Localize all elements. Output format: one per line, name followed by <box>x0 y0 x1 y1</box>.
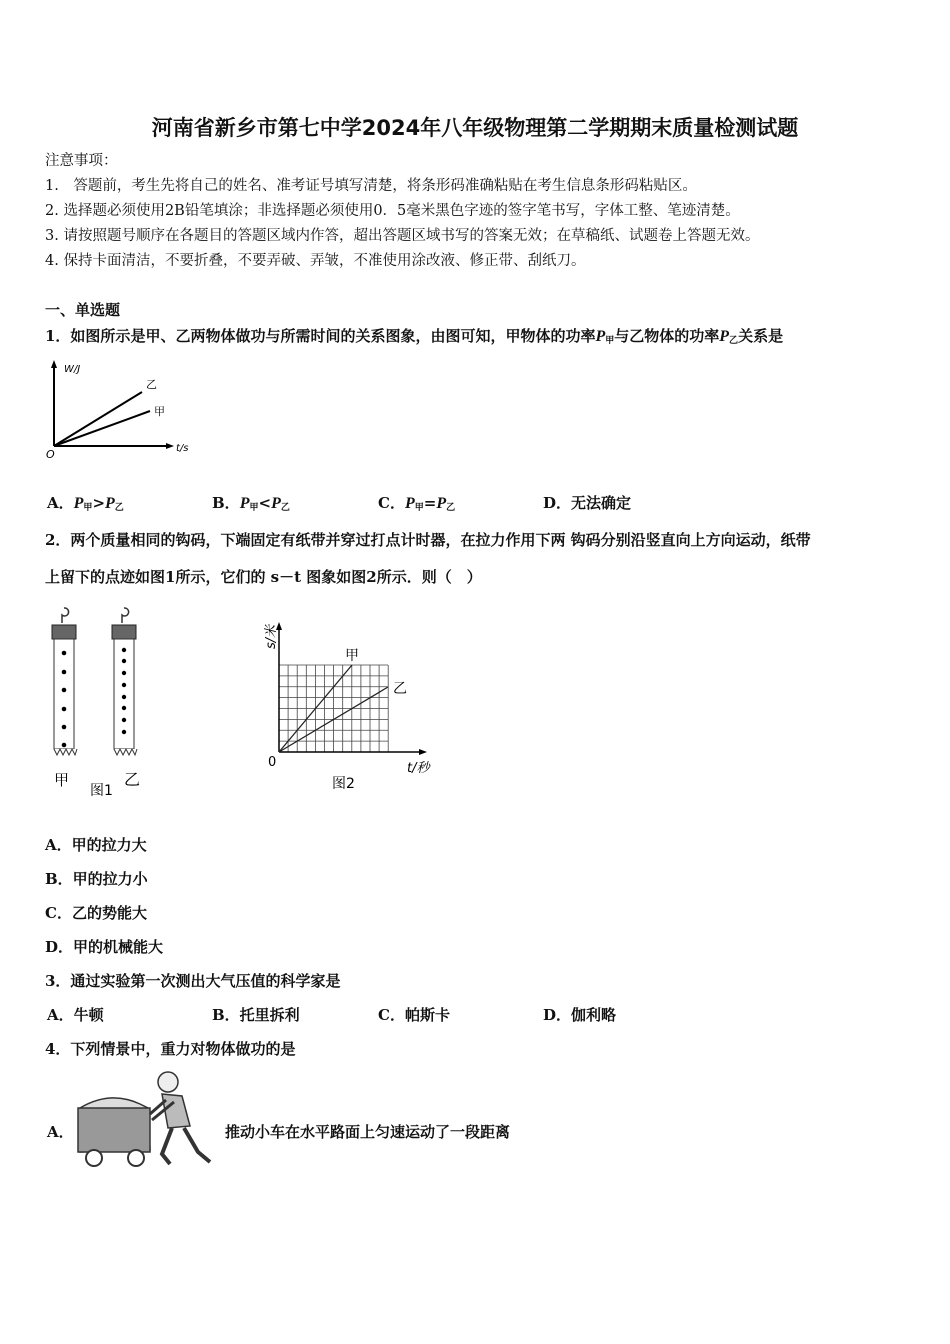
svg-text:乙: 乙 <box>393 681 407 697</box>
q2-option-c[interactable]: C．乙的势能大 <box>45 904 147 922</box>
svg-text:乙: 乙 <box>124 770 141 789</box>
q3-option-a[interactable]: A．牛顿 <box>47 1006 104 1024</box>
q1-option-b[interactable]: B．$P_甲<P_乙$ <box>212 494 290 513</box>
boy-pushing-cart-illustration <box>70 1068 225 1173</box>
q2-option-b[interactable]: B．甲的拉力小 <box>45 870 148 888</box>
svg-text:0: 0 <box>268 755 277 770</box>
q3-stem: 3．通过实验第一次测出大气压值的科学家是 <box>45 972 341 990</box>
svg-text:甲: 甲 <box>154 405 165 418</box>
q2-stem-line2: 上留下的点迹如图1所示，它们的 s－t 图象如图2所示．则（ ） <box>45 568 482 586</box>
note-item: 4. 保持卡面清洁，不要折叠，不要弄破、弄皱，不准使用涂改液、修正带、刮纸刀。 <box>45 253 586 269</box>
page-title: 河南省新乡市第七中学2024年八年级物理第二学期期末质量检测试题 <box>151 116 799 140</box>
note-item: 3. 请按照题号顺序在各题目的答题区域内作答，超出答题区域书写的答案无效；在草稿纸、试题卷上答题无效。 <box>45 228 760 244</box>
q3-option-d[interactable]: D．伽利略 <box>543 1006 617 1024</box>
q2-figure1-paper-tapes <box>40 605 170 800</box>
q3-option-b[interactable]: B．托里拆利 <box>212 1006 300 1024</box>
note-item: 2. 选择题必须使用2B铅笔填涂；非选择题必须使用0．5毫米黑色字迹的签字笔书写，字体工整、笔迹清楚。 <box>45 203 740 219</box>
svg-text:图2: 图2 <box>332 776 355 792</box>
q2-option-a[interactable]: A．甲的拉力大 <box>45 836 147 854</box>
q4-option-a-text[interactable]: 推动小车在水平路面上匀速运动了一段距离 <box>225 1123 511 1141</box>
q1-option-a[interactable]: A．$P_甲>P_乙$ <box>47 494 124 513</box>
svg-text:s/米: s/米 <box>264 624 279 649</box>
svg-text:t/s: t/s <box>176 443 189 454</box>
svg-text:甲: 甲 <box>54 771 70 789</box>
section-heading: 一、单选题 <box>45 301 121 319</box>
q2-figure2-st-graph <box>255 620 445 795</box>
notes-heading: 注意事项： <box>45 153 118 169</box>
svg-text:O: O <box>46 448 55 461</box>
svg-text:乙: 乙 <box>146 378 157 391</box>
q4-option-a-label[interactable]: A． <box>47 1123 74 1141</box>
q1-option-d[interactable]: D．无法确定 <box>543 494 632 512</box>
svg-text:图1: 图1 <box>90 783 113 799</box>
q4-stem: 4．下列情景中，重力对物体做功的是 <box>45 1040 296 1058</box>
q2-option-d[interactable]: D．甲的机械能大 <box>45 938 164 956</box>
q1-stem: 1．如图所示是甲、乙两物体做功与所需时间的关系图象，由图可知，甲物体的功率$P_甲$与乙物体的功率$P_乙$关系是 <box>45 327 784 346</box>
svg-text:甲: 甲 <box>345 648 359 664</box>
q1-work-time-graph <box>40 358 200 463</box>
svg-text:t/秒: t/秒 <box>407 761 430 776</box>
svg-text:W/J: W/J <box>64 364 81 375</box>
q3-option-c[interactable]: C．帕斯卡 <box>378 1006 450 1024</box>
note-item: 1. 答题前，考生先将自己的姓名、准考证号填写清楚，将条形码准确粘贴在考生信息条形码粘贴区。 <box>45 178 697 194</box>
q2-stem-line1: 2．两个质量相同的钩码，下端固定有纸带并穿过打点计时器，在拉力作用下两 钩码分别沿竖直向上方向运动，纸带 <box>45 531 811 549</box>
q1-option-c[interactable]: C．$P_甲=P_乙$ <box>378 494 456 513</box>
